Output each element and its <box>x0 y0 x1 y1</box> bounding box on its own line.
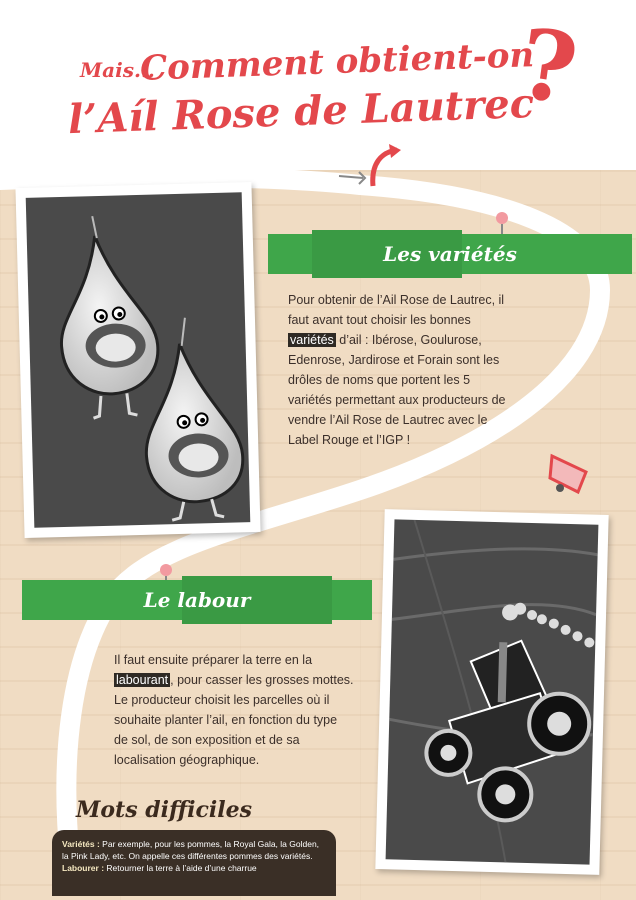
garlic-photo <box>15 182 260 538</box>
highlighted-word: variétés <box>290 333 334 347</box>
tractor-illustration <box>386 519 599 864</box>
section-heading: Les variétés <box>383 242 517 266</box>
arrow-icon <box>335 142 405 192</box>
garlic-character-icon <box>26 192 251 528</box>
text-part: Pour obtenir de l’Ail Rose de Lautrec, il faut avant tout choisir les bonnes <box>288 293 505 327</box>
trailer-icon <box>548 448 598 504</box>
page-title <box>40 20 600 144</box>
section-text-varietes <box>288 290 508 450</box>
glossary-item <box>62 862 326 874</box>
title-prefix: Mais... <box>80 58 155 82</box>
glossary-term: Labourer : <box>62 863 105 873</box>
question-mark: ? <box>512 6 584 127</box>
title-line-1: Comment obtient-on <box>139 35 535 89</box>
glossary-definition: Par exemple, pour les pommes, la Royal Gala, la Golden, la Pink Lady, etc. On appelle ces différentes pommes des variétés. <box>62 839 320 861</box>
tractor-photo <box>375 509 608 875</box>
garlic-illustration <box>26 192 251 528</box>
glossary-term: Variétés : <box>62 839 100 849</box>
highlighted-word: labourant <box>116 673 169 687</box>
section-text-labour <box>114 650 354 770</box>
title-line-2: l’Aíl Rose de Lautrec <box>67 79 535 144</box>
section-banner-labour <box>22 580 372 620</box>
section-banner-varietes <box>268 234 632 274</box>
text-part: Il faut ensuite préparer la terre en la <box>114 653 313 667</box>
glossary-title: Mots difficiles <box>76 797 253 823</box>
text-part: , pour casser les grosses mottes. Le producteur choisit les parcelles où il souhaite planter l’ail, en fonction du type de sol, de son exposition et de sa localisation géographique. <box>114 673 354 767</box>
glossary-definition: Retourner la terre à l’aide d’une charrue <box>104 863 257 873</box>
text-part: d’ail : Ibérose, Goulurose, Edenrose, Jardirose et Forain sont les drôles de noms que portent les 5 variétés permettant aux producteurs de vendre l’Ail Rose de Lautrec avec le Label Rouge et l’IGP ! <box>288 333 506 447</box>
section-heading: Le labour <box>143 588 251 612</box>
glossary-item <box>62 838 326 862</box>
glossary-box <box>52 830 336 896</box>
tractor-icon <box>386 519 599 864</box>
